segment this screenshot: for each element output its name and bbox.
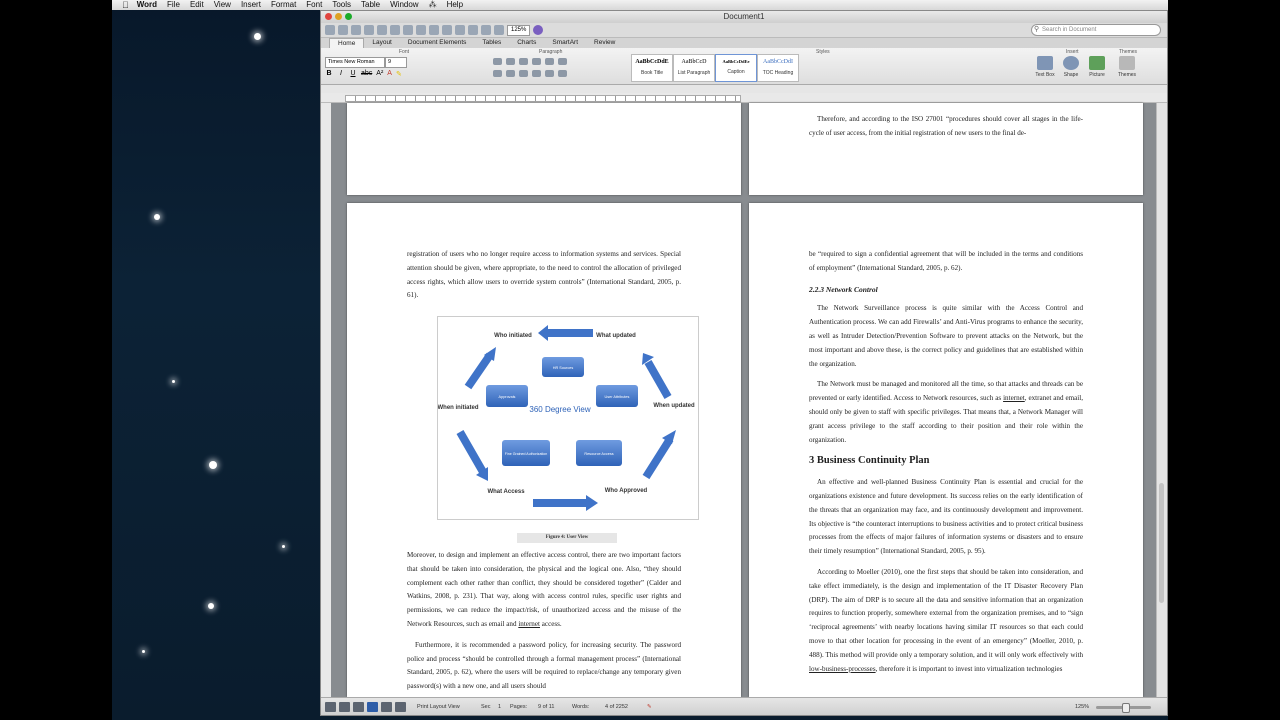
style-name: List Paragraph	[677, 70, 711, 76]
menu-file[interactable]: File	[160, 0, 174, 9]
group-label-paragraph: Paragraph	[539, 49, 563, 55]
star	[142, 650, 145, 653]
increase-indent-icon[interactable]	[545, 58, 554, 65]
menu-tools[interactable]: Tools	[325, 0, 345, 9]
ruler-scale	[345, 95, 741, 102]
section-label: Sec	[481, 704, 491, 710]
star	[254, 33, 261, 40]
ribbon-home	[321, 48, 1167, 85]
open-icon[interactable]	[351, 25, 361, 35]
star	[208, 603, 214, 609]
ribbon-tabs	[321, 38, 1167, 48]
menu-insert[interactable]: Insert	[234, 0, 255, 9]
font-color-button[interactable]: A	[387, 70, 392, 77]
close-window-button[interactable]	[325, 13, 332, 20]
paste-icon[interactable]	[416, 25, 426, 35]
print-icon[interactable]	[377, 25, 387, 35]
scroll-thumb[interactable]	[1159, 483, 1164, 603]
apple-icon[interactable]	[122, 0, 129, 10]
paragraph	[809, 378, 1083, 447]
style-name: Caption	[727, 69, 745, 75]
sidebar-icon[interactable]	[481, 25, 491, 35]
font-name-select[interactable]: Times New Roman	[325, 57, 385, 68]
themes-icon	[1119, 56, 1135, 70]
full-screen-view-button[interactable]	[395, 702, 406, 712]
node-label: Resource Access	[584, 452, 614, 456]
tab-document-elements[interactable]: Document Elements	[407, 39, 467, 46]
outline-view-button[interactable]	[339, 702, 350, 712]
horizontal-ruler[interactable]	[321, 93, 1168, 103]
decrease-indent-icon[interactable]	[532, 58, 541, 65]
save-icon[interactable]	[364, 25, 374, 35]
status-bar	[321, 697, 1168, 716]
borders-icon[interactable]	[558, 70, 567, 77]
hyperlink[interactable]: internet	[1003, 394, 1025, 403]
outer-label: Who Approved	[604, 488, 648, 494]
style-book-title[interactable]	[631, 54, 673, 82]
paragraph: Furthermore, it is recommended a password policy, for increasing security. The password police and process “should be controlled through a formal management process” (International Standard, 2005, p. 62), where the users will be required to replace/change any temporary given password(s) with a new one, and all users should	[407, 640, 681, 691]
zoom-slider[interactable]	[1096, 706, 1151, 709]
picture-icon	[1089, 56, 1105, 70]
style-name: Book Title	[641, 70, 663, 76]
text-run: According to Moeller (2010), one the first steps that should be taken into consideration, and take effect immediately, is the design and implementation of the IT Disaster Recovery Plan (DRP). The aim of DRP is to secure all the data and sensitive information that an organization requires to function properly, somewhere external from the organization premises, and to “sign ‘reciprocal agreements’ with nearby locations having similar IT resources so that each could move to that other location for processing in the event of an emergency” (Moeller, 2010, p. 488). This method will provide only a temporary solution, and it will only work effectively with	[809, 567, 1083, 659]
insert-label: Text Box	[1035, 72, 1055, 78]
insert-text-box[interactable]	[1033, 56, 1057, 78]
zoom-select[interactable]: 125%	[507, 25, 530, 36]
justify-icon[interactable]	[532, 70, 541, 77]
tab-tables[interactable]: Tables	[482, 39, 502, 46]
menu-app-word[interactable]: Word	[130, 0, 151, 9]
menu-table[interactable]: Table	[354, 0, 374, 9]
center-label: 360 Degree View	[529, 405, 591, 414]
insert-label: Themes	[1117, 72, 1137, 78]
node-label: User Attributes	[604, 395, 630, 399]
tab-home[interactable]: Home	[329, 38, 364, 48]
pilcrow-icon[interactable]	[468, 25, 478, 35]
text-run: Moreover, to design and implement an effective access control, there are two important factors that should be taken into consideration, the physical and the logical one. Also, “they should complement each other rather than conflict, they should be considered together” (Calder and Watkins, 2008, p. 231). That way, along with access control rules, specific user rights and permissions, we can reduce the impact/risk, of unauthorized access and the misuse of the Network Resources, such as email and	[407, 551, 681, 628]
text-run: , therefore it is important to invest into virtualization technologies	[875, 664, 1063, 673]
style-list-paragraph[interactable]	[673, 54, 715, 82]
help-icon[interactable]	[533, 25, 543, 35]
arrow-right-up	[648, 362, 668, 397]
view-name: Print Layout View	[417, 704, 460, 710]
words-label: Words:	[572, 704, 590, 710]
spelling-status-icon[interactable]: ✎	[647, 704, 652, 710]
align-center-icon[interactable]	[506, 70, 515, 77]
draft-view-button[interactable]	[325, 702, 336, 712]
window-title: Document1	[723, 12, 765, 21]
style-sample: AaBbCcD	[681, 59, 707, 65]
outer-label: When initiated	[438, 405, 479, 411]
paragraph: Therefore, and according to the ISO 27001 “procedures should cover all stages in the life-cycle of user access, from the initial registration of new users to the final de-	[809, 115, 1083, 137]
letterbox-left	[0, 0, 112, 720]
outer-label: What Access	[487, 489, 525, 495]
group-label-font: Font	[399, 49, 410, 55]
arrow-right-down	[646, 439, 670, 477]
menu-window[interactable]: Window	[383, 0, 412, 9]
bold-button[interactable]: B	[326, 70, 332, 77]
standard-toolbar	[321, 23, 1167, 38]
new-document-icon[interactable]	[325, 25, 335, 35]
menu-view[interactable]: View	[206, 0, 225, 9]
undo-icon[interactable]	[442, 25, 452, 35]
zoom-window-button[interactable]	[345, 13, 352, 20]
style-name: TOC Heading	[762, 70, 794, 76]
star	[154, 214, 160, 220]
multilevel-icon[interactable]	[519, 58, 528, 65]
word-window	[320, 10, 1168, 716]
style-caption[interactable]	[715, 54, 757, 82]
user-view-figure[interactable]	[437, 316, 699, 520]
text-run: , extranet and email, should only be given to staff with specific privileges. That means that, a Network Manager will grant access privilege to the staff according to their position and their role within the organization.	[809, 394, 1084, 444]
bullets-icon[interactable]	[493, 58, 502, 65]
page-top-right[interactable]	[749, 103, 1143, 195]
arrow-head	[586, 495, 598, 511]
tab-review[interactable]: Review	[594, 39, 616, 46]
hyperlink[interactable]: internet	[518, 619, 540, 628]
letterbox-right	[1168, 0, 1280, 720]
style-sample: AaBbCcDdE	[635, 59, 669, 65]
style-sample: AaBbCcDdI	[763, 59, 793, 65]
gallery-icon[interactable]	[494, 25, 504, 35]
strikethrough-button[interactable]: abc	[361, 70, 373, 77]
section-value: 1	[498, 704, 502, 710]
node-label: HR Sources	[552, 366, 574, 370]
print-layout-view-button[interactable]	[367, 702, 378, 712]
pages-label: Pages:	[510, 704, 528, 710]
outer-label: Who initiated	[494, 333, 532, 339]
superscript-button[interactable]: A²	[376, 70, 384, 77]
page-top-left[interactable]	[347, 103, 741, 195]
line-spacing-icon[interactable]	[545, 70, 554, 77]
arrow-left-up	[468, 355, 490, 387]
heading-business-continuity: 3 Business Continuity Plan	[809, 455, 930, 467]
paragraph	[407, 549, 681, 632]
copy-icon[interactable]	[403, 25, 413, 35]
pages-value: 9 of 11	[538, 704, 555, 710]
title-bar	[321, 11, 1167, 23]
words-value: 4 of 2252	[605, 704, 628, 710]
paragraph	[809, 566, 1083, 676]
outer-label: What updated	[596, 333, 636, 339]
shape-icon	[1063, 56, 1079, 70]
align-left-icon[interactable]	[493, 70, 502, 77]
page-right[interactable]	[749, 203, 1143, 697]
align-right-icon[interactable]	[519, 70, 528, 77]
menu-edit[interactable]: Edit	[183, 0, 197, 9]
tab-charts[interactable]: Charts	[517, 39, 537, 46]
menu-format[interactable]: Format	[264, 0, 290, 9]
style-toc-heading[interactable]	[757, 54, 799, 82]
text-run: access.	[541, 619, 562, 628]
paragraph: The Network Surveillance process is quite similar with the Access Control and Authentication process. We can add Firewalls’ and Anti-Virus programs to enhance the security, as well as Intruder Detection/Prevention Software to prevent attacks on the Network, but the most important and above these, is the correct policy and guidelines that are established within the organization.	[809, 304, 1083, 368]
paragraph: registration of users who no longer require access to information systems and services. Special attention should be given, where appropriate, to the need to control the allocation of privileged access rights, which allow users to override system controls” (International Standard, 2005, p. 61).	[407, 250, 681, 300]
numbering-icon[interactable]	[506, 58, 515, 65]
style-sample: AaBbCcDdEe	[722, 59, 750, 64]
publishing-view-button[interactable]	[353, 702, 364, 712]
menu-bar	[112, 0, 1168, 10]
highlight-button[interactable]: ✎	[395, 71, 402, 78]
star	[172, 380, 175, 383]
paragraph: An effective and well-planned Business Continuity Plan is essential and crucial for the organizations existence and future development. Its success relies on the early identification of the threats that an organization may face, and its continuously development and improvement. Its objective is “the counteract interruptions to business activities and to protect critical business processes from the effects of major failures of information systems or disasters and to ensure their timely resumption” (International Standard, 2005, p. 95).	[809, 478, 1083, 556]
window-controls	[325, 13, 352, 20]
group-label-insert: Insert	[1066, 49, 1079, 55]
cut-icon[interactable]	[390, 25, 400, 35]
paragraph: be “required to sign a confidential agreement that will be included in the terms and conditions of employment” (International Standard, 2005, p. 62).	[809, 250, 1083, 272]
insert-label: Picture	[1089, 72, 1105, 78]
document-canvas[interactable]	[331, 103, 1159, 697]
node-label: Fine Grained Authorization	[504, 452, 548, 456]
star	[282, 545, 285, 548]
zoom-level: 125%	[1075, 704, 1090, 710]
redo-icon[interactable]	[455, 25, 465, 35]
tab-layout[interactable]: Layout	[372, 39, 392, 46]
hyperlink[interactable]: low-business-processes	[809, 664, 876, 673]
search-input[interactable]: ⚲ Search in Document	[1031, 24, 1161, 36]
text-box-icon	[1037, 56, 1053, 70]
format-painter-icon[interactable]	[429, 25, 439, 35]
insert-shape[interactable]	[1059, 56, 1083, 78]
group-label-styles: Styles	[816, 49, 830, 55]
script-icon[interactable]: ⁂	[421, 0, 430, 9]
notebook-view-button[interactable]	[381, 702, 392, 712]
node-label: Approvals	[498, 395, 516, 399]
star	[209, 461, 217, 469]
menu-help[interactable]: Help	[439, 0, 457, 9]
cycle-diagram	[438, 317, 698, 519]
page-text	[809, 248, 1083, 683]
text-run: The Network must be managed and monitored all the time, so that attacks and threads can be prevented or early identified. Access to Network resources, such as	[809, 380, 1083, 403]
arrow-left-down	[460, 432, 483, 472]
vertical-scrollbar[interactable]	[1156, 103, 1167, 697]
template-icon[interactable]	[338, 25, 348, 35]
underline-button[interactable]: U	[350, 70, 356, 77]
format-buttons	[325, 70, 402, 78]
themes-button[interactable]	[1115, 56, 1139, 78]
arrow-head	[538, 325, 548, 341]
page-text	[407, 248, 681, 310]
italic-button[interactable]: I	[340, 70, 342, 77]
menu-font[interactable]: Font	[299, 0, 316, 9]
insert-label: Shape	[1063, 72, 1079, 78]
sort-icon[interactable]	[558, 58, 567, 65]
paragraph-row-2	[493, 70, 567, 77]
insert-picture[interactable]	[1085, 56, 1109, 78]
outer-label: When updated	[653, 403, 695, 409]
paragraph-row-1	[493, 58, 567, 65]
page-left[interactable]	[347, 203, 741, 697]
page-text	[809, 113, 1083, 148]
group-label-themes: Themes	[1119, 49, 1138, 55]
figure-caption: Figure 4: User View	[517, 533, 617, 543]
font-size-select[interactable]: 9	[385, 57, 407, 68]
tab-smartart[interactable]: SmartArt	[552, 39, 579, 46]
page-text	[407, 549, 681, 697]
heading-network-control: 2.2.3 Network Control	[809, 284, 878, 294]
minimize-window-button[interactable]	[335, 13, 342, 20]
